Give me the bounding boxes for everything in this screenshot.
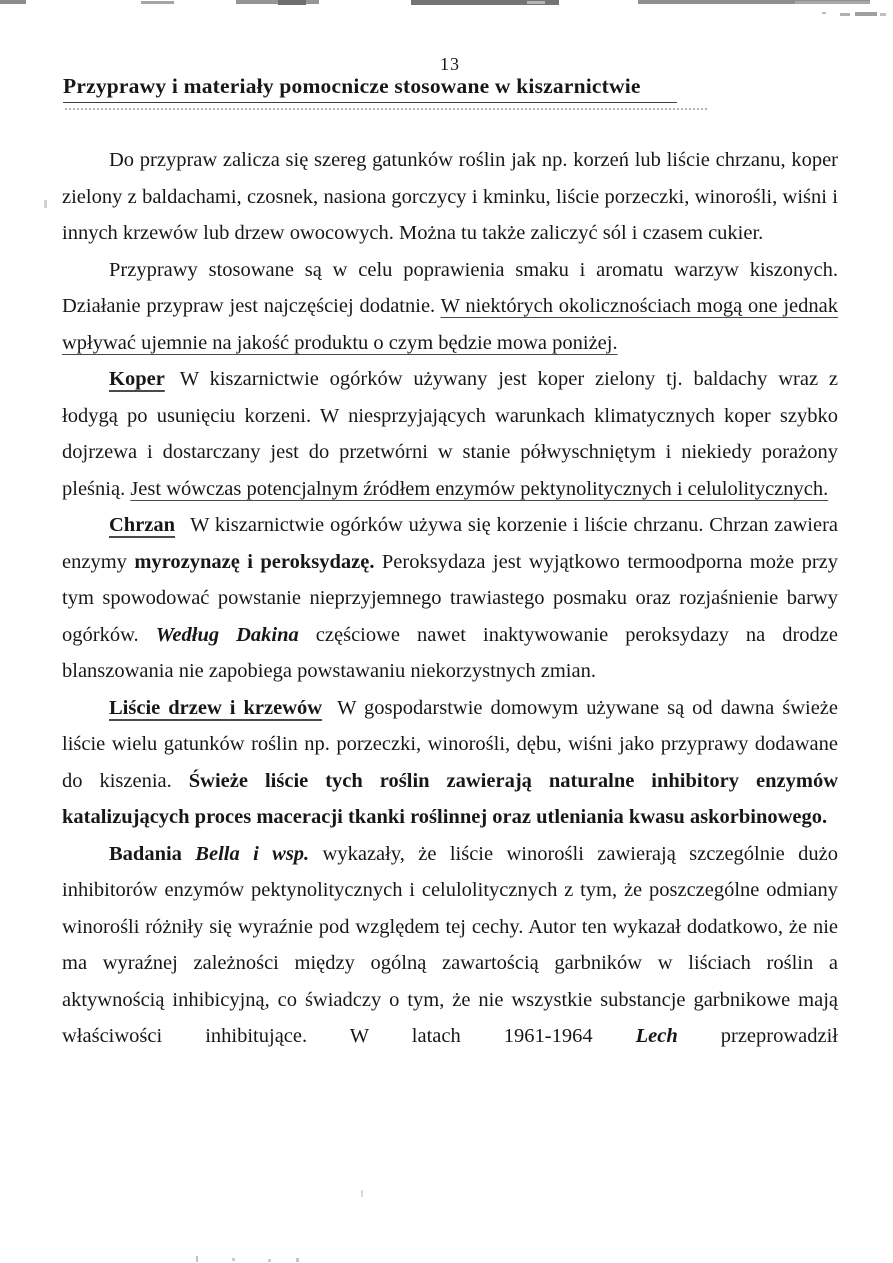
text-run: Bella i wsp.: [195, 842, 310, 865]
paragraph-chrzan: [62, 507, 838, 690]
text-run: Peroksydaza jest wyjątkowo termoodporna może przy tym spowodować powstanie nieprzyjemnego trawiastego posmaku oraz rozjaśnienie barwy ogórków.: [62, 550, 838, 646]
scan-noise-topright-4: [880, 13, 886, 16]
paragraph-przyprawy-intro: [62, 142, 838, 252]
text-run: Badania: [109, 842, 196, 865]
paragraph-badania: [62, 836, 838, 1055]
scan-noise-topright-2: [840, 13, 850, 16]
scan-artifact-top-1: [0, 0, 26, 4]
scan-speck-mid: [361, 1190, 363, 1197]
scan-artifact-top-4: [278, 0, 306, 5]
scan-speck-left: [44, 200, 47, 208]
scan-noise-topright-3: [855, 12, 877, 16]
document-body: [62, 142, 838, 1055]
document-title: [63, 74, 677, 103]
paragraph-liscie-drzew-i-krzewow: [62, 690, 838, 836]
scan-artifact-top-5: [411, 0, 559, 5]
text-run: W kiszarnictwie ogórków używa się korzenie i liście chrzanu. Chrzan zawiera enzymy: [62, 514, 838, 573]
text-run: Przyprawy stosowane są w celu poprawienia smaku i aromatu warzyw kiszonych. Działanie przypraw jest najczęściej dodatnie.: [62, 258, 838, 317]
scan-artifact-top-6: [527, 1, 545, 4]
text-run: wykazały, że liście winorośli zawierają szczególnie dużo inhibitorów enzymów pektynolitycznych i celulolitycznych z tym, że poszczególne odmiany winorośli różniły się wyraźnie pod względem tej cechy. Autor ten wykazał dodatkowo, że nie ma wyraźnej zależności między ogólną zawartością garbników w liściach roślin a aktywnością inhibicyjną, co świadczy o tym, że nie wszystkie substancje garbnikowe mają właściwości inhibitujące. W latach 1961-1964: [62, 842, 839, 1047]
text-run: myrozynazę i peroksydazę.: [134, 550, 375, 573]
text-run: częściowe nawet inaktywowanie peroksydazy na drodze blanszowania nie zapobiega powstawaniu niekorzystnych zmian.: [62, 623, 838, 682]
text-run: Lech: [635, 1025, 678, 1047]
scan-speck-bottom-4: [296, 1258, 299, 1262]
paragraph-dzialanie-przypraw: [62, 252, 838, 362]
scan-speck-bottom-2: [232, 1258, 235, 1261]
text-run: W niektórych okolicznościach mogą one jednak wpływać ujemnie na jakość produktu o czym będzie mowa poniżej.: [62, 295, 838, 354]
scan-artifact-top-7: [638, 0, 870, 4]
document-title-text: Przyprawy i materiały pomocnicze stosowane w kiszarnictwie: [63, 74, 677, 103]
page-number: 13: [440, 54, 460, 74]
scan-noise-topright-1: [822, 12, 826, 14]
section-heading: Koper: [109, 368, 165, 390]
section-heading: Liście drzew i krzewów: [109, 696, 323, 719]
text-run: W kiszarnictwie ogórków używany jest koper zielony tj. baldachy wraz z łodygą po usunięciu korzeni. W niesprzyjających warunkach klimatycznych koper szybko dojrzewa i dostarczany jest do przetwórni w stanie półwyschniętym i niekiedy porażony pleśnią.: [62, 368, 838, 500]
text-run: przeprowadził: [677, 1025, 838, 1047]
scan-artifact-top-3: [236, 0, 319, 4]
scan-speck-bottom-1: [196, 1256, 198, 1262]
text-run: Świeże liście tych roślin zawierają naturalne inhibitory enzymów katalizujących proces maceracji tkanki roślinnej oraz utleniania kwasu askorbinowego.: [62, 769, 838, 828]
text-run: Według Dakina: [155, 623, 299, 646]
text-run: W gospodarstwie domowym używane są od dawna świeże liście wielu gatunków roślin np. porzeczki, winorośli, dębu, wiśni jako przyprawy dodawane do kiszenia.: [62, 696, 838, 792]
scan-artifact-top-8: [795, 1, 870, 4]
text-run: Do przypraw zalicza się szereg gatunków roślin jak np. korzeń lub liście chrzanu, koper zielony z baldachami, czosnek, nasiona gorczycy i kminku, liście porzeczki, winorośli, wiśni i innych krzewów lub drzew owocowych. Można tu także zaliczyć sól i czasem cukier.: [62, 149, 838, 244]
text-run: Jest wówczas potencjalnym źródłem enzymów pektynolitycznych i celulolitycznych.: [130, 477, 829, 500]
paragraph-koper: [62, 361, 838, 507]
section-heading: Chrzan: [109, 514, 176, 536]
scan-speck-bottom-3: [268, 1259, 271, 1262]
scan-artifact-top-2: [141, 1, 174, 4]
